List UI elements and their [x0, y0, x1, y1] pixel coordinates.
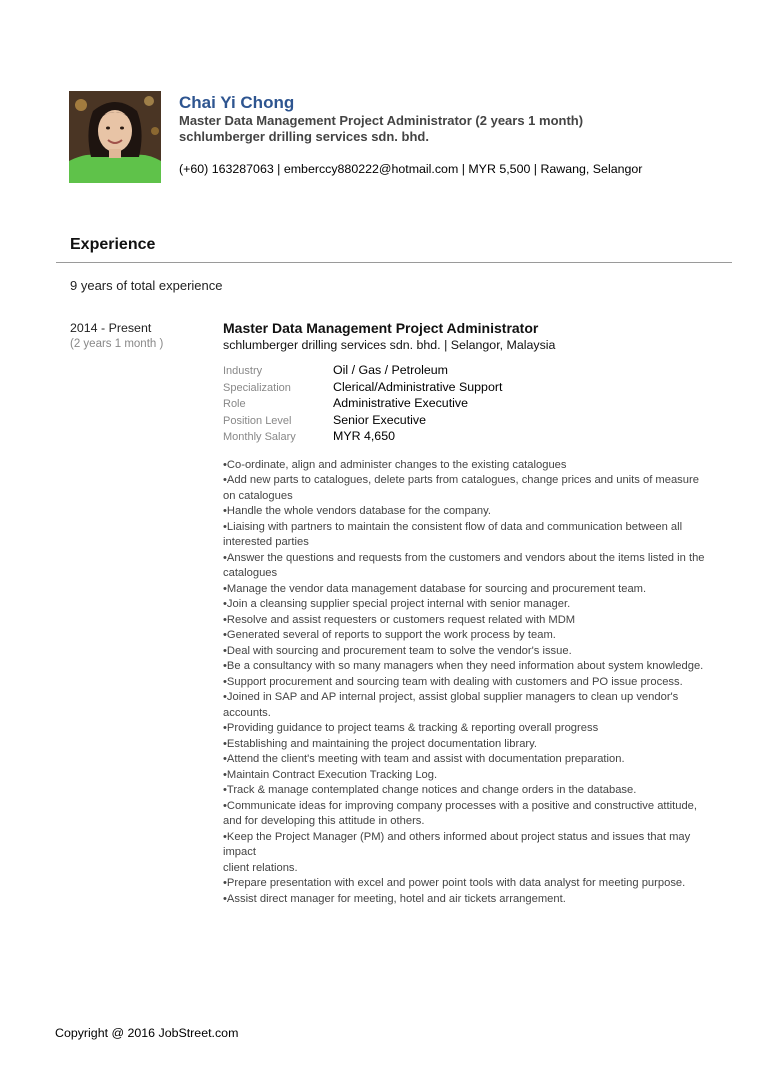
duty-item: •Co-ordinate, align and administer changes to the existing catalogues	[223, 458, 567, 471]
job-entry	[223, 320, 723, 907]
candidate-company: schlumberger drilling services sdn. bhd.	[179, 129, 429, 144]
job-title: Master Data Management Project Administrator	[223, 320, 539, 336]
profile-photo	[69, 91, 161, 183]
detail-value-industry: Oil / Gas / Petroleum	[333, 363, 448, 377]
duty-item: •Communicate ideas for improving company processes with a positive and constructive attitude, and for developing this attitude in others.	[223, 799, 698, 827]
duty-item: •Manage the vendor data management database for sourcing and procurement team.	[223, 582, 647, 595]
detail-row	[223, 363, 502, 380]
duty-item: •Join a cleansing supplier special project internal with senior manager.	[223, 598, 571, 610]
job-period	[70, 320, 210, 352]
duty-item: •Liaising with partners to maintain the consistent flow of data and communication between all interested parties	[223, 520, 683, 548]
duty-item: •Maintain Contract Execution Tracking Log.	[223, 768, 438, 781]
copyright-footer: Copyright @ 2016 JobStreet.com	[55, 1026, 239, 1040]
detail-value-position-level: Senior Executive	[333, 412, 426, 427]
duty-item: •Answer the questions and requests from the customers and vendors about the items listed in the catalogues	[223, 551, 705, 579]
duty-item: •Track & manage contemplated change notices and change orders in the database.	[223, 784, 637, 796]
detail-row	[223, 396, 502, 413]
detail-value-monthly-salary: MYR 4,650	[333, 429, 395, 443]
duty-item: •Joined in SAP and AP internal project, assist global supplier managers to clean up vendor's accounts.	[223, 691, 679, 719]
detail-row	[223, 413, 502, 430]
duty-item: •Be a consultancy with so many managers when they need information about system knowledge.	[223, 660, 704, 672]
profile-photo-image	[69, 91, 161, 183]
duty-item: •Providing guidance to project teams & tracking & reporting overall progress	[223, 722, 599, 734]
job-duties-list	[223, 458, 713, 908]
job-duration: (2 years 1 month )	[70, 338, 164, 350]
duty-item: •Deal with sourcing and procurement team to solve the vendor's issue.	[223, 644, 572, 657]
duty-item: •Prepare presentation with excel and power point tools with data analyst for meeting purpose.	[223, 877, 686, 889]
detail-value-role: Administrative Executive	[333, 396, 468, 410]
detail-label-role: Role	[223, 398, 246, 410]
duty-item: •Add new parts to catalogues, delete parts from catalogues, change prices and units of measure on catalogues	[223, 474, 699, 502]
detail-row	[223, 429, 502, 446]
duty-item: •Establishing and maintaining the project documentation library.	[223, 737, 538, 750]
duty-item: •Assist direct manager for meeting, hotel and air tickets arrangement.	[223, 892, 566, 905]
duty-item: •Generated several of reports to support the work process by team.	[223, 629, 556, 641]
detail-label-specialization: Specialization	[223, 381, 291, 394]
detail-row	[223, 380, 502, 397]
duty-item: •Handle the whole vendors database for the company.	[223, 505, 492, 517]
profile-header	[179, 93, 739, 177]
duty-item: •Keep the Project Manager (PM) and others informed about project status and issues that may impact	[223, 830, 691, 858]
total-experience: 9 years of total experience	[70, 278, 223, 293]
detail-label-position-level: Position Level	[223, 414, 292, 427]
duty-item: •Attend the client's meeting with team and assist with documentation preparation.	[223, 753, 625, 765]
job-date-range: 2014 - Present	[70, 321, 152, 335]
experience-heading: Experience	[70, 236, 156, 253]
detail-label-monthly-salary: Monthly Salary	[223, 431, 296, 443]
duty-item: •Resolve and assist requesters or customers request related with MDM	[223, 613, 576, 626]
job-details-table	[223, 363, 502, 446]
detail-label-industry: Industry	[223, 365, 263, 377]
section-divider	[56, 262, 732, 263]
candidate-name: Chai Yi Chong	[179, 93, 295, 112]
contact-line: (+60) 163287063 | emberccy880222@hotmail.com | MYR 5,500 | Rawang, Selangor	[179, 162, 643, 176]
job-company-location: schlumberger drilling services sdn. bhd. | Selangor, Malaysia	[223, 338, 556, 352]
duty-item: client relations.	[223, 861, 298, 874]
detail-value-specialization: Clerical/Administrative Support	[333, 379, 503, 394]
candidate-headline: Master Data Management Project Administrator (2 years 1 month)	[179, 113, 584, 128]
duty-item: •Support procurement and sourcing team with dealing with customers and PO issue process.	[223, 675, 683, 688]
